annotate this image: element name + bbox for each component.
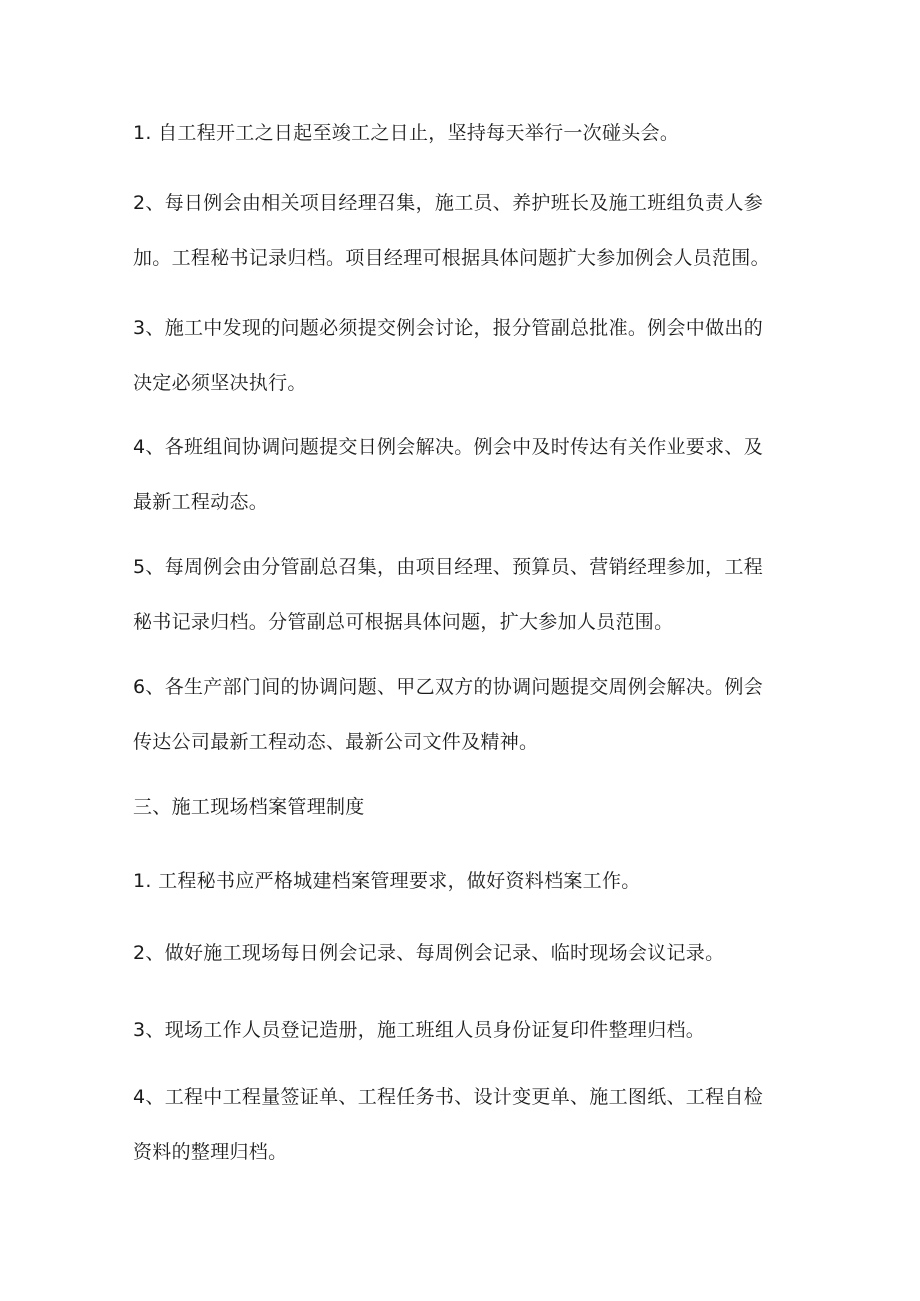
paragraph-line: 3、施工中发现的问题必须提交例会讨论，报分管副总批准。例会中做出的 [133, 317, 763, 339]
paragraph-archive-requirements [133, 854, 813, 909]
paragraph-line: 资料的整理归档。 [133, 1141, 288, 1163]
paragraph-line: 4、工程中工程量签证单、工程任务书、设计变更单、施工图纸、工程自检 [133, 1086, 763, 1108]
paragraph-line: 2、做好施工现场每日例会记录、每周例会记录、临时现场会议记录。 [133, 942, 725, 964]
paragraph-line: 最新工程动态。 [133, 491, 269, 513]
paragraph-meeting-daily-briefing [133, 106, 813, 161]
paragraph-staff-registration [133, 1003, 813, 1058]
paragraph-line: 2、每日例会由相关项目经理召集，施工员、养护班长及施工班组负责人参 [133, 192, 763, 214]
paragraph-line: 6、各生产部门间的协调问题、甲乙双方的协调问题提交周例会解决。例会 [133, 676, 763, 698]
paragraph-line: 1. 自工程开工之日起至竣工之日止，坚持每天举行一次碰头会。 [133, 122, 680, 144]
paragraph-department-coordination [133, 660, 813, 770]
section-heading-text: 三、施工现场档案管理制度 [133, 796, 365, 818]
paragraph-line: 3、现场工作人员登记造册，施工班组人员身份证复印件整理归档。 [133, 1019, 706, 1041]
paragraph-line: 秘书记录归档。分管副总可根据具体问题，扩大参加人员范围。 [133, 611, 674, 633]
paragraph-line: 加。工程秘书记录归档。项目经理可根据具体问题扩大参加例会人员范围。 [133, 247, 770, 269]
paragraph-team-coordination [133, 420, 813, 530]
paragraph-line: 传达公司最新工程动态、最新公司文件及精神。 [133, 731, 539, 753]
section-heading-archive-management [133, 780, 813, 835]
paragraph-daily-meeting-convener [133, 176, 813, 286]
paragraph-line: 5、每周例会由分管副总召集，由项目经理、预算员、营销经理参加，工程 [133, 556, 763, 578]
paragraph-line: 决定必须坚决执行。 [133, 372, 307, 394]
paragraph-issue-discussion [133, 301, 813, 411]
paragraph-line: 1. 工程秘书应严格城建档案管理要求，做好资料档案工作。 [133, 870, 641, 892]
paragraph-meeting-records [133, 926, 813, 981]
paragraph-document-filing [133, 1070, 813, 1180]
paragraph-line: 4、各班组间协调问题提交日例会解决。例会中及时传达有关作业要求、及 [133, 436, 763, 458]
paragraph-weekly-meeting [133, 540, 813, 650]
